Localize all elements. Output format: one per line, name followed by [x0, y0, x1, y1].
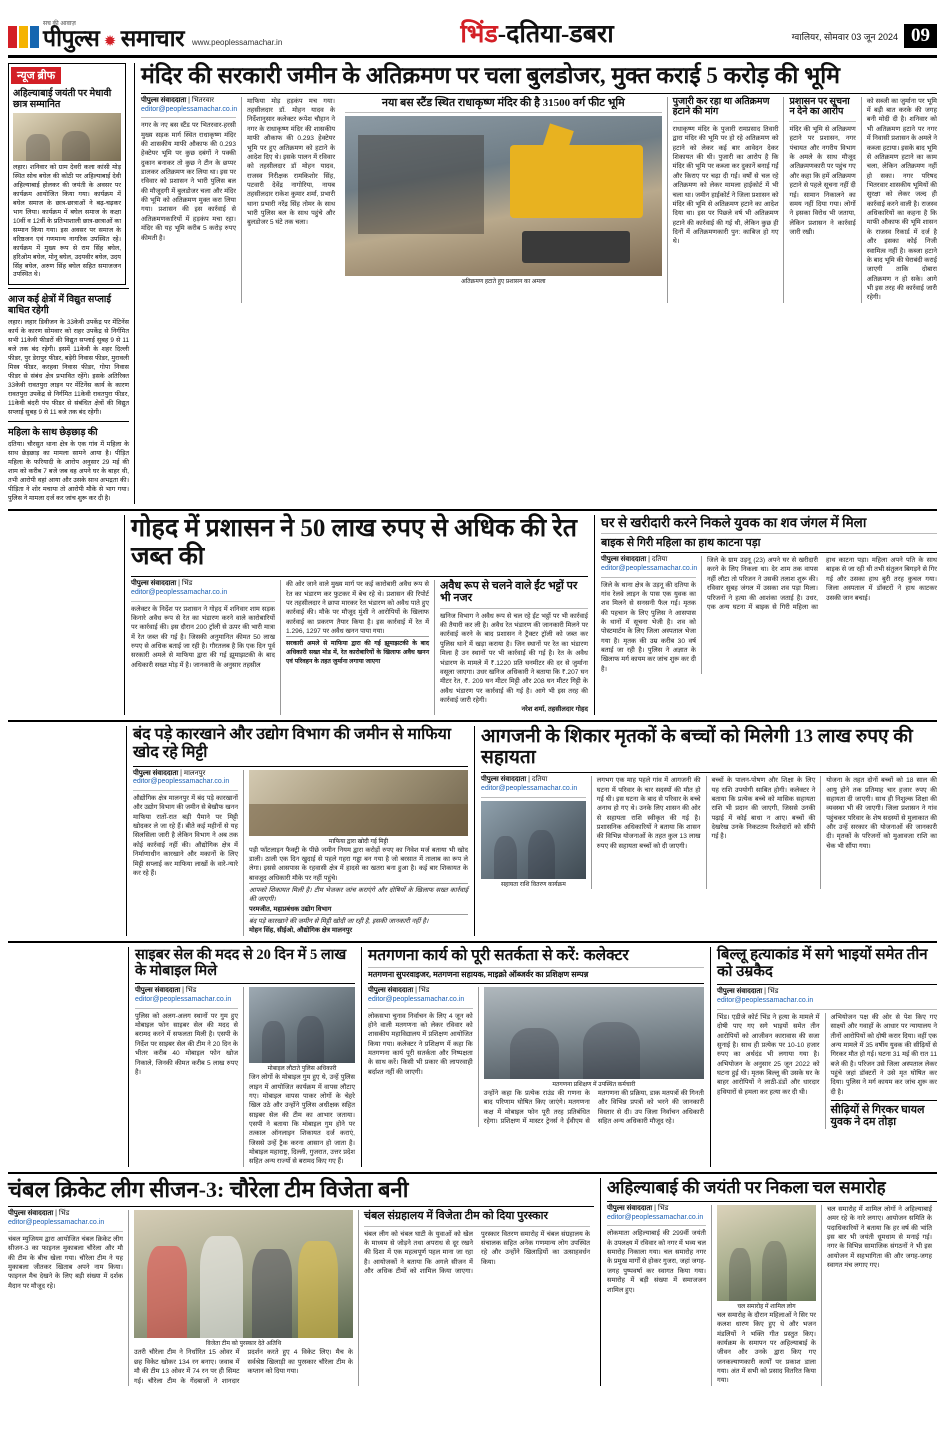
story4-photo [249, 770, 468, 836]
lead-story [134, 63, 937, 504]
brief-body-1: लहार। शनिवार को ग्राम देवरी कला कांसी मोड़ स्थित सोच बघेल की कोठी पर अहिल्याबाई देवी अहिल्याबाई होलकर की जयंती के अवसर पर कार्यक्रम आयोजित किया गया। कार्यक्रम में बघेल समाज के छात्र-छात्राओं ने बढ़-चढ़कर भाग लिया। कार्यक्रम में बघेल समाज के कक्षा 10वीं व 12वीं के प्रतिभाशाली छात्र-छात्राओं का सम्मान किया गया। इस अवसर पर समाज के वरिष्ठजन एवं गणमान्य नागरिक उपस्थित रहे। कार्यक्रम में मुख्य रूप से राम सिंह बघेल, हरिओम बघेल, मोनू बघेल, उदयवीर बघेल, उदय सिंह बघेल, अरुण सिंह बघेल सहित समाजजन उपस्थित थे। [13, 163, 121, 279]
lead-photo-caption: अतिक्रमण हटाते हुए प्रशासन का अमला [461, 279, 546, 286]
story8-byline: पीपुल्स संवाददाता | भिंड editor@peoplessamachar.co.in [717, 988, 814, 1005]
byline-email[interactable]: editor@peoplessamachar.co.in [717, 997, 814, 1005]
story5-photo-caption: सहायता राशि वितरण कार्यक्रम [500, 881, 566, 888]
story8-headline[interactable]: बिल्लू हत्याकांड में सगे भाइयों समेत तीन को उम्रकैद [717, 946, 928, 980]
story5-col-3 [706, 776, 821, 889]
byline-email[interactable]: editor@peoplessamachar.co.in [135, 995, 232, 1003]
story3-byline: पीपुल्स संवाददाता | दतिया editor@peoplessamachar.co.in [601, 556, 698, 572]
story-life-sentence [710, 947, 937, 1167]
logo-block-blue [30, 26, 39, 48]
brief-body-3: दतिया। चौरसुत थाना क्षेत्र के एक गांव में महिला के साथ छेड़छाड़ का मामला सामने आया है। पीड़ित महिला के फरियादी के आरोप अनुसार 29 मई की शाम को करीब 7 बजे जब वह अपने घर के बाहर थी, तभी आरोपी वहां आया और उसके साथ अभद्रता की। पीड़िता ने शोर मचाया तो आरोपी मौके से भाग गया। पुलिस ने मामला दर्ज कर जांच शुरू कर दी है। [8, 440, 129, 502]
story2-sub-hl: अवैध रूप से चलने वाले ईंट भट्टों पर भी नजर [440, 580, 578, 605]
byline-place: भिंड [418, 987, 430, 995]
story9-photo-col [128, 1210, 358, 1385]
lead-text-1: नगर के नए बस स्टैंड पर भितरवार-हरसी मुख्य सड़क मार्ग स्थित राधाकृष्ण मंदिर की शासकीय माफी औकाफ की 0.293 हेक्टेयर भूमि पर कुछ दबंगों ने पक्की दुकान बनाकर तो कुछ ने टीन के छप्पर डालकर अतिक्रमण कर लिया था। इस पर रविवार को प्रशासन ने भारी पुलिस बल की मौजूदगी में बुलडोजर चला और मंदिर की भूमि को अतिक्रमण मुक्त करा लिया गया। प्रशासन की इस कार्रवाई से अतिक्रमणकारियों में हड़कंप मचा रहा। मंदिर की यह भूमि करीब 5 करोड़ रुपए कीमती है। [141, 122, 236, 242]
story8-text-1: भिंड। एडीजे कोर्ट भिंड ने हत्या के मामले में दोषी पाए गए सगे भाइयों समेत तीन आरोपियों को आजीवन कारावास की सजा सुनाई है। साथ ही प्रत्येक पर 10-10 हजार रुपए का अर्थदंड भी लगाया गया है। अभियोजन के अनुसार 25 जून 2022 को घटना हुई थी। मृतक बिल्लू की उसके घर के बाहर आरोपियों ने लाठी-डंडों और धारदार हथियारों से हमला कर हत्या कर दी थी। [717, 1013, 820, 1096]
story5-col-1 [481, 776, 591, 889]
lead-text-5: को सब्जी का जुर्माना पर भूमि में बड़ी बात करके की जगह बनी मोदी दी है। शनिवार को भी अतिक्रमण हटाने पर नगर में निवासी प्रशासन के अमले ने कब्जा हटाया। इसके बाद भूमि से अतिक्रमण हटाने का काम चला, लेकिन अतिक्रमण नहीं हो सका। नगर परिषद भितरवार शासकीय भूमियों की सुरक्षा को लेकर जल्द ही कार्रवाई करने वाली है। राजस्व अधिकारियों का कहना है कि माफी औकाफ की भूमि शासन के राजस्व रिकार्ड में दर्ज है और इसका कोई निजी स्वामित्व नहीं है। कब्जा हटाने के बाद भूमि की घेराबंदी कराई जाएगी ताकि दोबारा अतिक्रमण न हो सके। आगे भी इस तरह की कार्रवाई जारी रहेगी। [866, 97, 938, 302]
page-number: 09 [904, 24, 937, 48]
story-cricket-league [8, 1178, 600, 1386]
story10-text-3: चल समारोह में शामिल लोगों ने अहिल्याबाई अमर रहे के नारे लगाए। आयोजन समिति के पदाधिकारियों ने बताया कि हर वर्ष की भांति इस बार भी जयंती धूमधाम से मनाई गई। नगर के विभिन्न सामाजिक संगठनों ने भी इस आयोजन में सहभागिता की और जगह-जगह स्वागत मंच लगाए गए। [827, 1205, 932, 1270]
story9-byline: पीपुल्स संवाददाता | भिंड editor@peoplessamachar.co.in [8, 1210, 105, 1227]
story5-col-4 [820, 776, 937, 889]
brief-photo-1 [13, 113, 121, 161]
story7-col-1 [368, 987, 478, 1126]
lead-sub-hl-b: प्रशासन पर सूचना न देने का आरोप [789, 96, 850, 118]
row2-spacer [8, 515, 124, 715]
story9-col-3 [358, 1210, 590, 1385]
byline-email[interactable]: editor@peoplessamachar.co.in [368, 995, 465, 1003]
byline-email[interactable]: editor@peoplessamachar.co.in [481, 785, 578, 792]
lead-byline: पीपुल्स संवाददाता | भितरवार editor@peoplessamachar.co.in [141, 96, 238, 113]
story3-text-1: जिले के थाना क्षेत्र के उड़नू की दतिया के गांव रेलवे लाइन के पास एक युवक का शव मिलने से सनसनी फैल गई। मृतक की पहचान के लिए पुलिस ने आसपास के थानों में सूचना भेजी है। शव को पोस्टमार्टम के लिए जिला अस्पताल भेजा गया है। मृतक की उम्र करीब 30 वर्ष बताई जा रही है। पुलिस ने अज्ञात के खिलाफ मर्ग कायम कर जांच शुरू कर दी है। [601, 581, 696, 673]
lead-text-3: राधाकृष्ण मंदिर के पुजारी रामप्रसाद तिवारी द्वारा मंदिर की भूमि पर हो रहे अतिक्रमण को हटाने को लेकर कई बार आवेदन देकर शिकायत की थी। पुजारी का आरोप है कि मंदिर की भूमि पर कब्जा कर दुकानें बनाई गईं और किराए पर चढ़ा दी गईं। वर्षों से चल रहे अतिक्रमण को लेकर मामला हाईकोर्ट में भी चला था। जमीन हाईकोर्ट ने जिला प्रशासन को मंदिर की भूमि से अतिक्रमण हटाने का आदेश दिया था। इस पर पिछले वर्ष भी अतिक्रमण हटाने की कार्रवाई की गई थी, लेकिन कुछ ही दिनों में अतिक्रमणकारी पुन: काबिज हो गए थे। [672, 126, 779, 246]
story2-text-3: खनिज विभाग ने अवैध रूप से चल रहे ईंट भट्ठों पर भी कार्रवाई की तैयारी कर ली है। अवैध रेत भंडारण की जानकारी मिलने पर कार्रवाई करने के बाद प्रशासन ने ट्रैक्टर ट्रॉली को जब्त कर पुलिस थाने में खड़ा कराया है। जिन स्थानों पर रेत का भंडारण मिला है उन स्थानों पर भी कार्रवाई की गई है। रेत के अवैध भंडारण के मामले में ₹.1220 प्रति घनमीटर की दर से जुर्माना वसूला जाएगा। उधर खनिज अधिकारी ने बताया कि ₹.207 घन मीटर रेत, ₹. 209 घन मीटर मिट्टी और 208 घन मीटर गिट्टी के अवैध भंडारण पर कार्रवाई की गई है। आगे भी इस तरह की कार्रवाई जारी रहेगी। [440, 612, 588, 704]
story-body-found [594, 515, 937, 715]
byline-place: दतिया [651, 556, 668, 564]
story6-col-2 [243, 987, 355, 1167]
story4-photo-caption: माफिया द्वारा खोदी गई मिट्टी [328, 838, 389, 845]
story2-body [131, 580, 588, 715]
story6-headline[interactable]: साइबर सेल की मदद से 20 दिन में 5 लाख के मोबाइल मिले [135, 946, 347, 979]
lead-headline[interactable]: मंदिर की सरकारी जमीन के अतिक्रमण पर चला बुलडोजर, मुक्त कराई 5 करोड़ की भूमि [141, 63, 840, 88]
byline-name: पीपुल्स संवाददाता [8, 1210, 54, 1218]
byline-email[interactable]: editor@peoplessamachar.co.in [8, 1219, 105, 1227]
story7-text-2: उन्होंने कहा कि प्रत्येक राउंड की गणना के बाद परिणाम घोषित किए जाएंगे। मतगणना कक्ष में मोबाइल फोन पूरी तरह प्रतिबंधित रहेगा। प्रशिक्षण में मास्टर ट्रेनर्स ने ईवीएम से मतगणना की प्रक्रिया, डाक मतपत्रों की गिनती और विभिन्न प्रपत्रों को भरने की जानकारी विस्तार से दी। उप जिला निर्वाचन अधिकारी सहित अन्य अधिकारी मौजूद रहे। [483, 1090, 704, 1126]
story4-credit-2: मोहन सिंह, सीईओ, औद्योगिक क्षेत्र मालनपुर [249, 927, 353, 935]
story5-body [481, 776, 937, 889]
story9-sub-hl: चंबल संग्रहालय में विजेता टीम को दिया पुरस्कार [364, 1210, 548, 1223]
story3-text-2: जिले के ग्राम उड़नू (23) अपने घर से खरीदारी करने के लिए निकला था। देर शाम तक वापस नहीं लौटा तो परिजन ने उसकी तलाश शुरू की। रविवार सुबह जंगल में उसका शव पड़ा मिला। परिजनों ने हत्या की आशंका जताई है। उधर, एक अन्य घटना में बाइक से गिरी महिला का हाथ काटना पड़ा। महिला अपने पति के साथ बाइक से जा रही थी तभी संतुलन बिगड़ने से गिर गई और उसका हाथ बुरी तरह कुचल गया। जिला अस्पताल में डॉक्टरों ने हाथ काटकर उसकी जान बचाई। [707, 557, 937, 611]
story3-subhead: बाइक से गिरी महिला का हाथ काटना पड़ा [601, 536, 761, 549]
byline-email[interactable]: editor@peoplessamachar.co.in [131, 588, 228, 596]
story8-text-2: अभियोजन पक्ष की ओर से पेश किए गए साक्ष्यों और गवाहों के आधार पर न्यायालय ने तीनों आरोपियों को दोषी करार दिया। वहीं एक अन्य मामले में 35 वर्षीय युवक की सीढ़ियों से गिरकर मौत हो गई। घटना 31 मई की रात 11 बजे की है। परिजन उसे जिला अस्पताल लेकर पहुंचे जहां डॉक्टरों ने उसे मृत घोषित कर दिया। पुलिस ने मर्ग कायम कर जांच शुरू कर दी है। [830, 1013, 937, 1096]
story4-headline[interactable]: बंद पड़े कारखाने और उद्योग विभाग की जमीन से माफिया खोद रहे मिट्टी [133, 725, 452, 761]
byline-email[interactable]: editor@peoplessamachar.co.in [601, 564, 698, 572]
story7-photo-caption: मतगणना प्रशिक्षण में उपस्थित कर्मचारी [552, 1082, 636, 1089]
brief-body-2: लहार। लहार डिवीजन के 33केवी उपकेंद्र पर मेंटिनेंस कार्य के कारण सोमवार को राहर उपकेंद्र से निर्गमित सभी 11केवी फीडरों की विद्युत सप्लाई सुबह 9 से 11 बजे तक बंद रहेगी। इसमें 11केवी के शहर दिल्ली फीडर, पुर डेरापुर फीडर, बड़ेरी निवास फीडर, मुरावली मिस्त्र फीडर, करहवा निवास फीडर, गोपा निवास फीडर से संबंध क्षेत्र प्रभावित रहेंगे। इसके अतिरिक्त 33केवी रावतपुरा लाइन पर मेंटिनेंस कार्य के कारण रावतपुरा उपकेंद्र से निर्गमित 11केवी रावतपुरा फीडर, 11केवी बंदरी पंप फीडर से संबंधित क्षेत्रों की विद्युत सप्लाई सुबह 9 से 11 बजे तक बंद रहेगी। [8, 319, 129, 416]
edition-primary: भिंड [460, 21, 498, 48]
row-4 [8, 947, 937, 1167]
story5-photo [481, 801, 586, 879]
story9-photo [134, 1210, 353, 1338]
byline-place: भिंड [185, 987, 197, 995]
story6-photo [249, 987, 355, 1063]
story6-col-1 [135, 987, 243, 1167]
masthead-right [792, 24, 937, 48]
story5-text-1: लगभग एक माह पहले गांव में आगजनी की घटना में परिवार के चार सदस्यों की मौत हो गई थी। इस घटना के बाद से परिवार के बच्चे अनाथ हो गए थे। उनके लिए शासन की ओर से सहायता राशि स्वीकृत की गई है। प्रशासनिक अधिकारियों ने बताया कि शासन की विभिन्न योजनाओं के तहत कुल 13 लाख रुपए की सहायता बच्चों को दी जाएगी। [596, 777, 701, 850]
byline-name: पीपुल्स संवाददाता [601, 556, 647, 564]
byline-name: पीपुल्स संवाददाता [368, 987, 414, 995]
story2-text-1: कलेक्टर के निर्देश पर प्रशासन ने गोहद में शनिवार शाम सड़क किनारे अवैध रूप से रेत का भंडारण करने वाले कारोबारियों पर कार्रवाई की। इस दौरान 200 ट्रॉली से ऊपर की भारी मात्रा में रेत जब्त की गई है। जिसकी अनुमानित कीमत 50 लाख रुपए से अधिक बताई जा रही है। गौरतलब है कि एक दिन पूर्व सरकारी अमले से माफिया द्वारा की गई झूमाझटकी के बाद अधिकारी सख्त मोड़ में है। जानकारी के अनुसार तहसील [131, 605, 275, 669]
story10-photo-caption: चल समारोह में शामिल लोग [737, 1303, 796, 1310]
logo-wordmark [43, 19, 184, 51]
byline-place: भिंड [181, 580, 193, 588]
story10-body [607, 1205, 937, 1386]
byline-name: पीपुल्स संवाददाता [717, 988, 763, 996]
story-counting-training [361, 947, 710, 1167]
story-cyber-cell-mobiles [128, 947, 361, 1167]
byline-name: पीपुल्स संवाददाता [133, 769, 179, 777]
story-ahilyabai-procession [600, 1178, 937, 1386]
story8-subhead[interactable]: सीढ़ियों से गिरकर घायल युवक ने दम तोड़ा [831, 1100, 937, 1129]
lead-photo [345, 116, 662, 276]
story8-col-1 [717, 1013, 825, 1129]
story3-col-2 [701, 556, 937, 674]
row-3 [8, 726, 937, 936]
story8-col-2 [825, 1013, 937, 1129]
story10-photo [717, 1205, 816, 1301]
story4-quote-1: आपको शिकायत मिली है। टीम भेजकर जांच कराएंगे और दोषियों के खिलाफ सख्त कार्रवाई की जाएगी। [249, 883, 468, 905]
story10-text-1: लोकमाता अहिल्याबाई की 299वीं जयंती के उपलक्ष्य में रविवार को नगर में भव्य चल समारोह निकाला गया। चल समारोह नगर के प्रमुख मार्गों से होकर गुजरा, जहां जगह-जगह पुष्पवर्षा कर स्वागत किया गया। समारोह में बड़ी संख्या में समाजजन शामिल हुए। [607, 1230, 706, 1294]
story10-col-1 [607, 1205, 711, 1386]
brief-headline-2[interactable]: आज कई क्षेत्रों में विद्युत सप्लाई बाधित रहेगी [8, 295, 112, 317]
story2-credit: नरेश शर्मा, तहसीलदार गोहद [521, 706, 588, 714]
byline-place: भिंड [767, 988, 779, 996]
story6-text-1: पुलिस को अलग-अलग स्थानों पर गुम हुए मोबाइल फोन साइबर सेल की मदद से बरामद करने में सफलता मिली है। एसपी के निर्देश पर साइबर सेल की टीम ने 20 दिन के भीतर करीब 40 मोबाइल फोन खोज निकाले, जिनकी कीमत करीब 5 लाख रुपए है। [135, 1012, 238, 1076]
row-lead [8, 63, 937, 504]
byline-email[interactable]: editor@peoplessamachar.co.in [133, 778, 230, 786]
masthead [8, 6, 937, 58]
story5-headline[interactable]: आगजनी के शिकार मृतकों के बच्चों को मिलेगी 13 लाख रुपए की सहायता [481, 725, 913, 768]
story10-byline: पीपुल्स संवाददाता | भिंड editor@peoplessamachar.co.in [607, 1204, 704, 1221]
story4-text-1: औद्योगिक क्षेत्र मालनपुर में बंद पड़े कारखानों और उद्योग विभाग की जमीन से बेखौफ खनन माफिया रातों-रात बड़ी पैमाने पर मिट्टी खोदकर ले जा रहे हैं। बीते कई महीनों से यह सिलसिला जारी है लेकिन विभाग ने अब तक कोई कार्रवाई नहीं की। औद्योगिक क्षेत्र में निर्माणाधीन कारखाने और मकानों के लिए मिट्टी सप्लाई कर माफिया लाखों के वारे-न्यारे कर रहे हैं। [133, 795, 238, 877]
row3-spacer [8, 726, 126, 936]
story10-headline[interactable]: अहिल्याबाई की जयंती पर निकला चल समारोह [607, 1177, 886, 1197]
story-fire-victims-aid [474, 726, 937, 936]
byline-place: भिंड [657, 1204, 669, 1212]
byline-name: पीपुल्स संवाददाता [481, 776, 527, 784]
story6-photo-caption: मोबाइल लौटाते पुलिस अधिकारी [267, 1066, 337, 1073]
lead-sub-hl-a: पुजारी कर रहा था अतिक्रमण हटाने की मांग [672, 96, 770, 118]
logo-block-red [8, 26, 17, 48]
website-url[interactable]: www.peoplessamachar.in [192, 38, 283, 47]
byline-email[interactable]: editor@peoplessamachar.co.in [607, 1213, 704, 1221]
byline-place: भिंड [58, 1210, 70, 1218]
story9-headline[interactable]: चंबल क्रिकेट लीग सीजन-3: चौरेला टीम विजेता बनी [8, 1176, 409, 1202]
story3-body [601, 556, 937, 674]
story4-credit-1: परमजीत, महाप्रबंधक उद्योग विभाग [249, 905, 332, 913]
story4-col-1 [133, 770, 243, 936]
story6-text-2: जिन लोगों के मोबाइल गुम हुए थे, उन्हें पुलिस लाइन में आयोजित कार्यक्रम में वापस लौटाए गए। मोबाइल वापस पाकर लोगों के चेहरे खिल उठे और उन्होंने पुलिस अधीक्षक सहित साइबर सेल की टीम का आभार जताया। एसपी ने बताया कि मोबाइल गुम होने पर तत्काल ऑनलाइन शिकायत दर्ज कराएं, जिससे उन्हें ट्रैक करना आसान हो जाता है। मोबाइल महाराष्ट्र, दिल्ली, गुजरात, उत्तर प्रदेश सहित अन्य राज्यों से बरामद किए गए हैं। [249, 1074, 355, 1166]
byline-place: भितरवार [191, 96, 215, 104]
lead-photo-block [340, 97, 667, 303]
logo-block-yellow [19, 26, 28, 48]
story10-text-2: चल समारोह के दौरान महिलाओं ने सिर पर कलश धारण किए हुए थे और भजन मंडलियों ने भक्ति गीत प्रस्तुत किए। कार्यक्रम के समापन पर अहिल्याबाई के जीवन और उनके द्वारा किए गए जनकल्याणकारी कार्यों पर प्रकाश डाला गया। अंत में सभी को प्रसाद वितरित किया गया। [717, 1311, 816, 1385]
story4-byline: पीपुल्स संवाददाता | मालनपुर editor@peoplessamachar.co.in [133, 769, 230, 786]
story5-text-2: बच्चों के पालन-पोषण और शिक्षा के लिए यह राशि उपयोगी साबित होगी। कलेक्टर ने बताया कि प्रत्येक बच्चे को मासिक सहायता राशि भी प्रदान की जाएगी, जिससे उनकी पढ़ाई में कोई बाधा न आए। बच्चों की देखरेख उनके निकटतम रिश्तेदारों को सौंपी गई है। [711, 777, 816, 841]
story4-text-2: पड़ी फॉटलाइन फैक्ट्री के पीछे जमीन नियम द्वारा करोड़ों रुपए का निवेश मर्ज बताया भी खोद डाली। ठाली एक दिन खुदाई से पहले गहरा गड्ढा बन गया है जो बरसात में तालाब का रूप ले लेगा। इससे आसपास के रहवासी क्षेत्र में हादसे का खतरा बना हुआ है। कई बार शिकायत के बावजूद अधिकारी मौके पर नहीं पहुंचे। [249, 846, 468, 882]
byline-email[interactable]: editor@peoplessamachar.co.in [141, 105, 238, 113]
story2-highlight: सरकारी अमले से माफिया द्वारा की गई झूमाझटकी के बाद अधिकारी सख्त मोड में, रेत कारोबारियों के खिलाफ अवैध खनन एवं परिवहन के तहत जुर्माना लगाया जाएगा [286, 636, 429, 666]
story7-byline: पीपुल्स संवाददाता | भिंड editor@peoplessamachar.co.in [368, 987, 465, 1003]
story9-text-3: चंबल लीग को चंबल घाटी के युवाओं को खेल के माध्यम से जोड़ने तथा अपराध से दूर रखने की दिशा में एक महत्वपूर्ण पहल माना जा रहा है। आयोजकों ने बताया कि अगले सीजन में और अधिक टीमों को शामिल किया जाएगा। पुरस्कार वितरण समारोह में चंबल संग्रहालय के संचालक सहित अनेक गणमान्य लोग उपस्थित रहे और उन्होंने खिलाड़ियों का उत्साहवर्धन किया। [364, 1230, 590, 1276]
lead-body [141, 97, 937, 303]
story4-quote-2: बंद पड़े कारखाने की जमीन से मिट्टी खोदी जा रही है, इसकी जानकारी नहीं है। [249, 914, 468, 926]
lead-subhead: नया बस स्टैंड स्थित राधाकृष्ण मंदिर की है 31500 वर्ग फीट भूमि [381, 96, 625, 109]
story5-text-3: योजना के तहत दोनों बच्चों को 18 साल की आयु होने तक प्रतिमाह चार हजार रुपए की सहायता दी जाएगी। साथ ही निशुल्क शिक्षा की व्यवस्था भी की जाएगी। जिला प्रशासन ने गांव पहुंचकर परिवार के शेष सदस्यों से मुलाकात की और उन्हें सरकार की योजनाओं की जानकारी दी। मृतकों के परिजनों को मुआवजा राशि का चेक भी सौंपा गया। [826, 777, 937, 850]
story4-col-2 [243, 770, 468, 936]
edition-secondary: -दतिया-डबरा [497, 21, 614, 48]
brief-headline-3[interactable]: महिला के साथ छेड़छाड़ की [8, 427, 98, 438]
news-brief-box [8, 63, 126, 285]
story2-col-2 [280, 580, 434, 715]
story3-col-1 [601, 556, 701, 674]
logo-text-1: पीपुल्स [43, 26, 100, 51]
lead-col-2 [241, 97, 340, 303]
lead-col-3 [667, 97, 784, 303]
story6-byline: पीपुल्स संवाददाता | भिंड editor@peoplessamachar.co.in [135, 987, 232, 1003]
story9-photo-caption: विजेता टीम को पुरस्कार देते अतिथि [205, 1341, 282, 1348]
story9-text-2: उतरी चौरेला टीम ने निर्धारित 15 ओवर में छह विकेट खोकर 134 रन बनाए। जवाब में मौ की टीम 13 ओवर में 74 रन पर ही सिमट गई। चौरेला टीम के गेंदबाजों ने शानदार प्रदर्शन करते हुए 4 विकेट लिए। मैच के सर्वश्रेष्ठ खिलाड़ी का पुरस्कार चौरेला टीम के कप्तान को दिया गया। [134, 1349, 353, 1385]
logo-tagline: सच की आवाज़ [43, 21, 76, 27]
lead-col-4 [783, 97, 860, 303]
story2-text-2: की ओर जाने वाले मुख्य मार्ग पर कई कारोबारी अवैध रूप से रेत का भंडारण कर फुटकर में बेच रहे थे। प्रशासन की रिपोर्ट पर तहसीलदार ने छापा मारकर रेत भंडारण को अवैध पाते हुए कार्रवाई की। मौके पर मौजूद मुंशी ने आरोपियों के खिलाफ कार्रवाई का प्रकरण तैयार किया है। इस कार्रवाई में रेत में 1.296, 1297 पर अवैध खनन पाया गया। [286, 581, 430, 635]
byline-name: पीपुल्स संवाददाता [607, 1204, 653, 1212]
byline-name: पीपुल्स संवाददाता [141, 96, 187, 104]
byline-name: पीपुल्स संवाददाता [131, 580, 177, 588]
story4-body [133, 770, 468, 936]
story9-body [8, 1210, 594, 1385]
row-5 [8, 1178, 937, 1386]
byline-name: पीपुल्स संवाददाता [135, 987, 181, 995]
story2-headline[interactable]: गोहद में प्रशासन ने 50 लाख रुपए से अधिक की रेत जब्त की [131, 514, 577, 571]
lead-col-1 [141, 97, 241, 303]
star-icon: ✹ [103, 33, 117, 50]
byline-place: दतिया [531, 776, 548, 784]
brief-headline-1[interactable]: अहिल्याबाई जयंती पर मेधावी छात्र सम्मानित [13, 89, 112, 110]
masthead-left [8, 19, 282, 51]
lead-text-2: माफिया मोड़ हड़कंप मच गया। तहसीलदार डॉ. मोहन यादव के निर्देशानुसार कलेक्टर रूपेश चौहान ने नगर के राधाकृष्ण मंदिर की शासकीय माफी औकाफ की 0.293 हेक्टेयर भूमि पर हुए अतिक्रमण को हटाने के आदेश दिए थे। इसके पालन में रविवार को तहसीलदार डॉ मोहन यादव, राजस्व निरीक्षक रामकिशोर सिंह, पटवारी देवेंद्र नागोरिया, नायब तहसीलदार राकेश कुमार शर्मा, प्रभारी थाना प्रभारी नरेंद्र सिंह तोमर के साथ भारी पुलिस बल के साथ पहुंचे और बुलडोजर 5 घंटे तक चला। [247, 97, 336, 227]
story10-col-3 [821, 1205, 932, 1386]
story9-col-1 [8, 1210, 128, 1385]
story10-col-2 [711, 1205, 821, 1386]
story9-text-1: चंबल म्युजियम द्वारा आयोजित चंबल क्रिकेट लीग सीजन-3 का फाइनल मुकाबला चौरेला और मौ की टीम के बीच खेला गया। चौरेला टीम ने यह मुकाबला जीतकर खिताब अपने नाम किया। फाइनल मैच देखने के लिए बड़ी संख्या में दर्शक मैदान पर मौजूद रहे। [8, 1235, 123, 1290]
logo-color-blocks [8, 26, 39, 48]
story-illegal-soil [126, 726, 474, 936]
lead-text-4: मंदिर की भूमि से अतिक्रमण हटाने पर प्रशासन, नगर पंचायत और नगरीय विभाग के अमले के साथ मौजूद अतिक्रमणकारी पर पहुंच गए और कहा कि हमें अतिक्रमण हटाने से पहले सूचना नहीं दी गई। सामान निकालने का समय नहीं दिया गया। लोगों ने इसका विरोध भी जताया, लेकिन प्रशासन ने कार्रवाई जारी रखी। [789, 126, 856, 236]
story2-col-3 [434, 580, 588, 715]
news-brief-column [8, 63, 134, 504]
story7-headline[interactable]: मतगणना कार्य को पूरी सतर्कता से करें: कलेक्टर [368, 946, 629, 964]
row4-spacer [8, 947, 128, 1167]
news-brief-tag: न्यूज ब्रीफ [11, 67, 61, 84]
story7-col-2 [478, 987, 704, 1126]
story7-photo [484, 987, 704, 1079]
story7-text-1: लोकसभा चुनाव निर्वाचन के लिए 4 जून को होने वाली मतगणना को लेकर रविवार को शासकीय महाविद्यालय में प्रशिक्षण आयोजित किया गया। कलेक्टर ने प्रशिक्षण में कहा कि मतगणना कार्य पूरी सतर्कता और निष्पक्षता के साथ करें। किसी भी प्रकार की लापरवाही बर्दाश्त नहीं की जाएगी। [368, 1012, 473, 1076]
story2-col-1 [131, 580, 280, 715]
story7-subhead: मतगणना सुपरवाइजर, मतगणना सहायक, माइक्रो ऑब्जर्वर का प्रशिक्षण सम्पन्न [368, 970, 589, 980]
story2-byline: पीपुल्स संवाददाता | भिंड editor@peoplessamachar.co.in [131, 580, 228, 596]
byline-place: मालनपुर [183, 769, 206, 777]
dateline: ग्वालियर, सोमवार 03 जून 2024 [791, 31, 898, 42]
logo-text-2: समाचार [120, 26, 185, 51]
story-sand-seizure [124, 515, 594, 715]
lead-col-5 [861, 97, 937, 303]
edition-name [460, 16, 613, 50]
story7-body [368, 987, 704, 1126]
story8-body [717, 1013, 937, 1129]
row-2 [8, 515, 937, 715]
story3-headline[interactable]: घर से खरीदारी करने निकले युवक का शव जंगल में मिला [601, 514, 867, 530]
story5-byline: पीपुल्स संवाददाता | दतिया editor@peoplessamachar.co.in [481, 776, 578, 792]
story5-col-2 [591, 776, 706, 889]
story6-body [135, 987, 355, 1167]
